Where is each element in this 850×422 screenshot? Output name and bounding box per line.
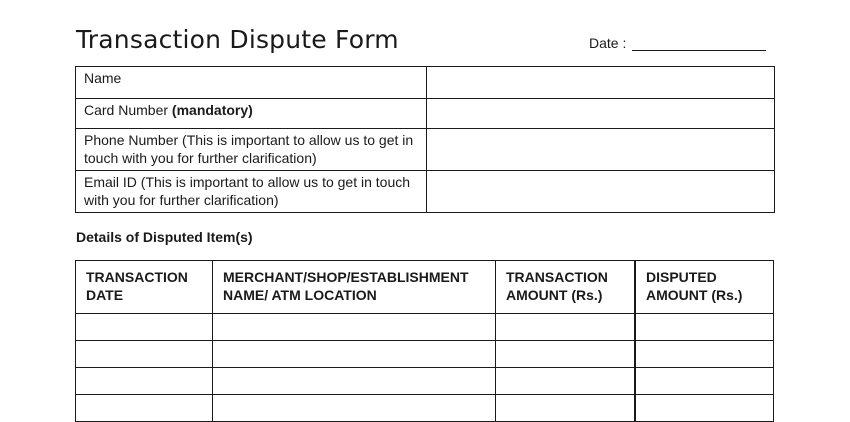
card-number-label: Card Number — [84, 102, 172, 118]
name-label: Name — [84, 70, 122, 86]
date-cell[interactable] — [76, 314, 213, 341]
col-merchant-name: MERCHANT/SHOP/ESTABLISHMENT NAME/ ATM LOCATION — [213, 261, 496, 314]
card-number-input-cell[interactable] — [427, 99, 775, 129]
email-label: Email ID (This is important to allow us to get in touch with you for further clarification) — [84, 174, 411, 208]
disputed-amount-cell[interactable] — [635, 368, 774, 395]
merchant-cell[interactable] — [213, 395, 496, 422]
date-cell[interactable] — [76, 368, 213, 395]
item-row — [76, 314, 774, 341]
item-row — [76, 368, 774, 395]
col-disputed-amount: DISPUTED AMOUNT (Rs.) — [635, 261, 774, 314]
col-transaction-amount: TRANSACTION AMOUNT (Rs.) — [496, 261, 636, 314]
txn-amount-cell[interactable] — [496, 395, 636, 422]
phone-input-cell[interactable] — [427, 129, 775, 171]
info-row-email — [76, 171, 775, 213]
card-number-mandatory: (mandatory) — [171, 102, 253, 118]
disputed-amount-cell[interactable] — [635, 395, 774, 422]
phone-label-cell — [76, 129, 427, 171]
item-row — [76, 341, 774, 368]
item-row — [76, 395, 774, 422]
disputed-amount-cell[interactable] — [635, 341, 774, 368]
date-field — [589, 35, 766, 51]
col-transaction-date: TRANSACTION DATE — [76, 261, 213, 314]
disputed-items-table — [75, 260, 774, 422]
email-label-cell — [76, 171, 427, 213]
disputed-amount-cell[interactable] — [635, 314, 774, 341]
merchant-cell[interactable] — [213, 314, 496, 341]
date-cell[interactable] — [76, 395, 213, 422]
info-row-phone — [76, 129, 775, 171]
date-label: Date : — [589, 35, 627, 51]
form-title: Transaction Dispute Form — [76, 25, 399, 54]
date-cell[interactable] — [76, 341, 213, 368]
card-number-label-cell — [76, 99, 427, 129]
customer-info-table — [75, 66, 775, 213]
email-input-cell[interactable] — [427, 171, 775, 213]
items-header-row — [76, 261, 774, 314]
details-heading: Details of Disputed Item(s) — [76, 229, 253, 245]
merchant-cell[interactable] — [213, 368, 496, 395]
phone-label: Phone Number (This is important to allow us to get in touch with you for further clarification) — [84, 132, 414, 166]
txn-amount-cell[interactable] — [496, 368, 636, 395]
name-input-cell[interactable] — [427, 67, 775, 99]
items-body — [76, 314, 774, 422]
date-input-line[interactable] — [632, 36, 766, 51]
name-label-cell — [76, 67, 427, 99]
info-row-card-number — [76, 99, 775, 129]
txn-amount-cell[interactable] — [496, 314, 636, 341]
txn-amount-cell[interactable] — [496, 341, 636, 368]
info-row-name — [76, 67, 775, 99]
merchant-cell[interactable] — [213, 341, 496, 368]
